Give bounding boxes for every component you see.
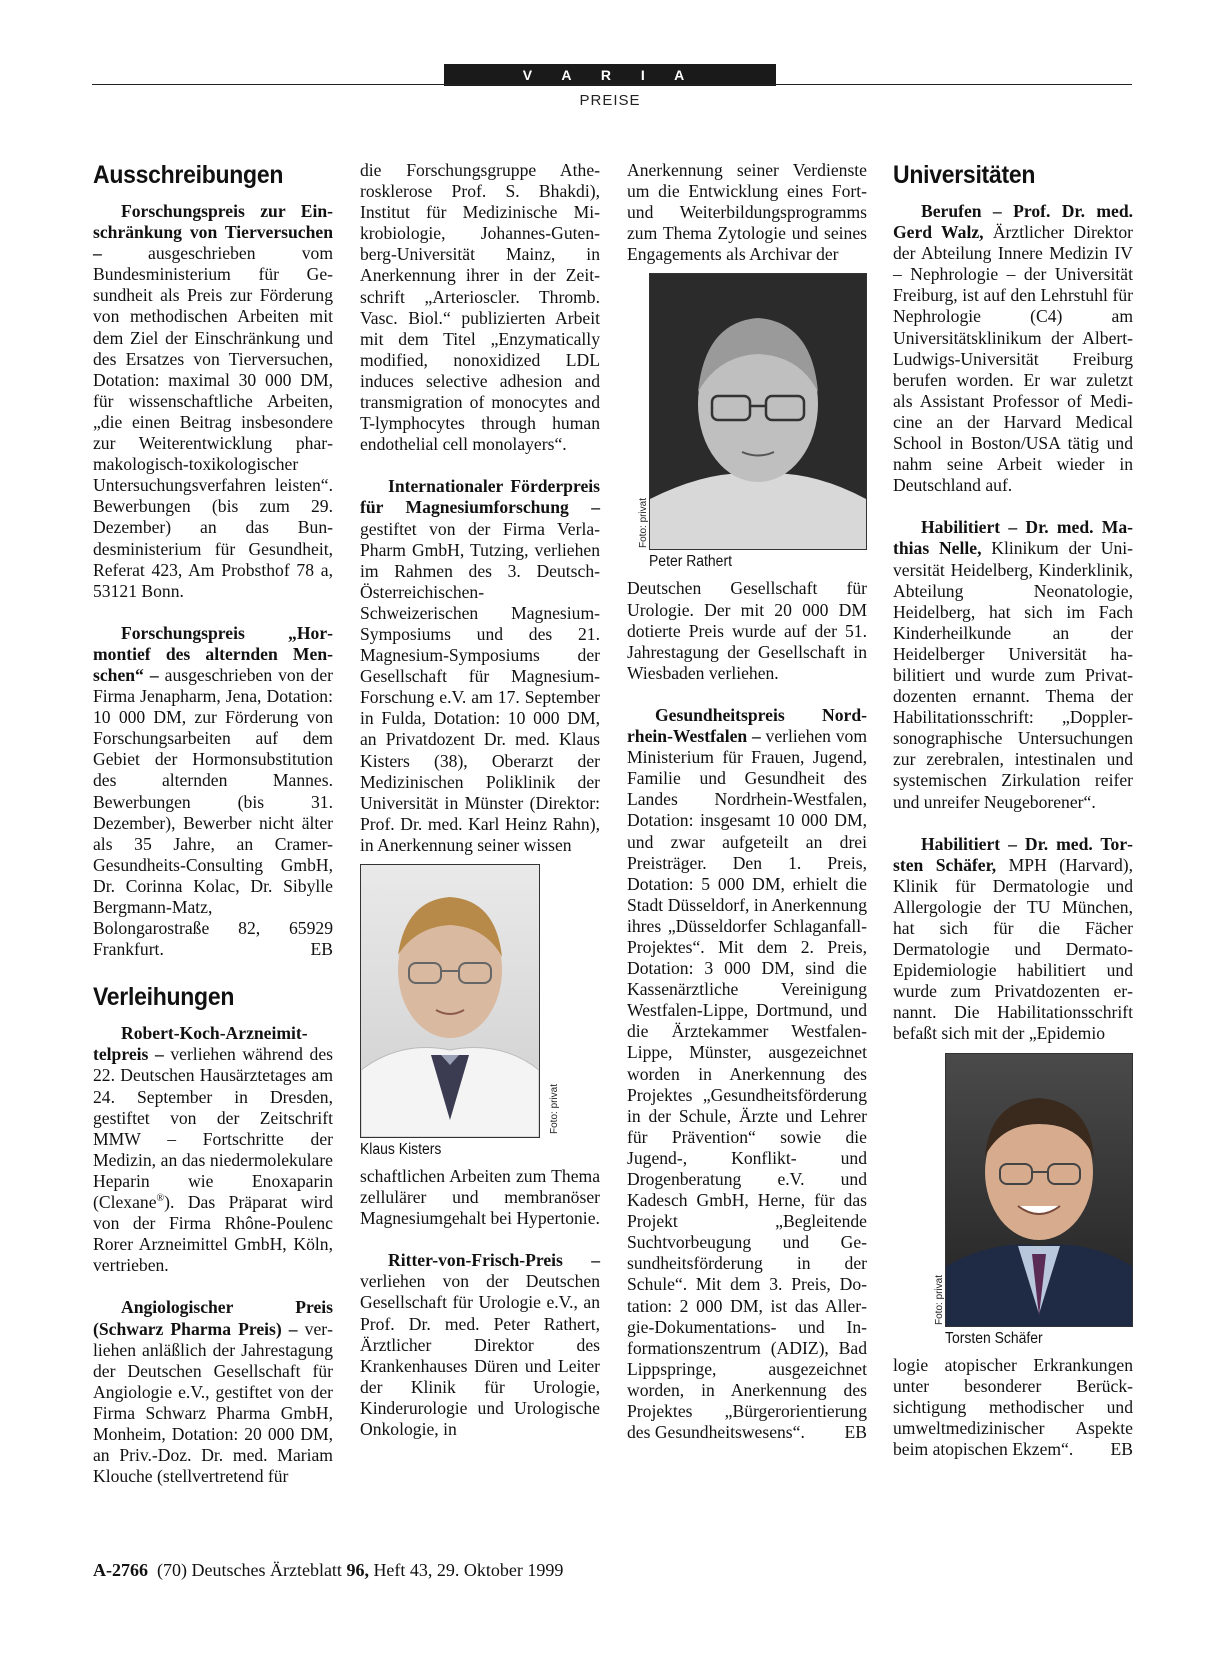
photo-caption: Torsten Schäfer [945,1329,1043,1347]
article-title: Ritter-von-Frisch-Preis – [388,1250,600,1271]
article-robert-koch [93,1023,333,1276]
author-sign: EB [310,939,333,960]
page-number: A-2766 [93,1560,148,1580]
photo-credit: Foto: privat [934,1274,945,1325]
article-title: Internationaler Förderpreis für Magnesiumforschung – [360,476,600,518]
article-text: verliehen während des 22. Deutschen Hausärztetages am 24. September in Dresden, gestiftet von der Zeitschrift MMW – Fortschritte der Medizin, an das niedermolekulare Heparin wie Enoxaparin (Clexane [93,1044,333,1213]
photo-torsten-schaefer [934,1053,1133,1349]
article-text: Klinikum der Universität Heidelberg, Kinderklinik, Abteilung Neonatologie, Heidelberg, hat sich im Fach Kinderheilkunde an der Heidelberger Universität habilitiert und wurde zum Privatdozenten ernannt. Thema der Habilitationsschrift: „Doppler-sonographische Untersuchungen zur zerebralen, intestinalen und systemischen Zirkulation reifer und unreifer Neugeborener“. [893,538,1133,812]
column-4 [893,160,1133,1460]
article-text: gestiftet von der Firma Verla-Pharm GmbH, Tutzing, verliehen im Rahmen des 3. Deutsch-Österreichischen-Schweizerischen Magnesium-Symposiums und des 21. Magnesium-Symposiums der Gesellschaft für Magnesium-Forschung e.V. am 17. September in Fulda, Dotation: 10 000 DM, an Privatdozent Dr. med. Klaus Kisters (38), Oberarzt der Medizinischen Poliklinik der Universität in Münster (Direktor: Prof. Dr. med. Karl Heinz Rahn), in Anerkennung seiner wissen [360,518,600,855]
article-title: Habilitiert – Dr. med. Mathias Nelle, [893,517,1133,559]
article-title: Angiologischer Preis (Schwarz Pharma Preis) – [93,1297,333,1339]
volume-number: 96, [346,1560,369,1580]
article-title: Gesundheitspreis Nordrhein-Westfalen – [627,704,867,747]
article-walz [893,201,1133,496]
article-title: Forschungspreis zur Einschränkung von Tierversuchen – [93,201,333,264]
article-text-end: logie atopischer Erkrankungen unter besonderer Berücksichtigung methodischer und umweltmedizinischer Aspekte beim atopischen Ekzem“. [893,1354,1133,1459]
article-text: ). Das Präparat wird von der Firma Rhône-Poulenc Rorer Arzneimittel GmbH, Köln, vertrieben. [93,1192,333,1276]
article-text: die Forschungsgruppe Atherosklerose Prof. S. Bhakdi), Institut für Medizinische Mikrobiologie, Johannes-Gutenberg-Universität Mainz, in Anerkennung ihrer in der Zeitschrift „Arterioscler. Thromb. Vasc. Biol.“ publizierten Arbeit mit dem Titel „Enzymatically modified, nonoxidized LDL induces selective adhesion and transmigration of monocytes and T-lymphocytes through human endothelial cell monolayers“. [360,160,600,455]
portrait-image [945,1053,1133,1327]
article-gesundheitspreis [627,705,867,1443]
article-ritter-von-frisch [360,1250,600,1440]
article-magnesium [360,476,600,856]
article-text: Anerkennung seiner Verdienste um die Entwicklung eines Fort- und Weiterbildungsprogramms zum Thema Zytologie und seines Engagements als Archivar der [627,160,867,265]
publication-name: (70) Deutsches Ärzteblatt [148,1560,347,1580]
portrait-image [649,273,867,550]
article-title: Robert-Koch-Arzneimittelpreis – [93,1023,308,1065]
article-text: ausgeschrieben vom Bundesministerium für Gesundheit als Preis zur Förderung von methodischen Arbeiten mit dem Ziel der Einschränkung und des Ersatzes von Tierversuchen, Dotation: maximal 30 000 DM, für wissenschaftliche Arbeiten, „die einen Beitrag insbesondere zur Weiterentwicklung pharmakologisch-toxikologischer Untersuchungsverfahren leisten“. Bewerbungen (bis zum 29. Dezember) an das Bundesministerium für Gesundheit, Referat 423, Am Probsthof 78 a, 53121 Bonn. [93,243,333,601]
heading-universitaeten: Universitäten [893,161,1036,189]
column-3 [627,160,867,1443]
portrait-graphic [650,274,866,549]
author-sign: EB [1110,1438,1133,1459]
article-title: Habilitiert – Dr. med. Torsten Schäfer, [893,833,1133,875]
registered-mark: ® [156,1193,165,1205]
subsection-label: PREISE [579,92,641,109]
article-text: Ärztlicher Direktor der Abteilung Innere Medizin IV – Nephrologie – der Universität Freiburg, ist auf den Lehrstuhl für Nephrologie (C4) am Universitätsklinikum der Albert-Ludwigs-Universität Freiburg berufen worden. Er war zuletzt als Assistant Professor of Medicine an der Harvard Medical School in Boston/USA tätig und nahm seine Arbeit wieder in Deutschland auf. [893,222,1134,496]
article-text: MPH (Harvard), Klinik für Dermatologie und Allergologie der TU München, hat sich für die Fächer Dermatologie und Dermato-Epidemiologie habilitiert und wurde zum Privatdozenten ernannt. Die Habilitationsschrift befaßt sich mit der „Epidemio [893,854,1133,1044]
header-rule [92,84,1132,85]
heading-ausschreibungen: Ausschreibungen [93,161,284,189]
photo-caption: Peter Rathert [649,553,732,571]
article-text: Deutschen Gesellschaft für Urologie. Der mit 20 000 DM dotierte Preis wurde auf der 51. Jahrestagung der Gesellschaft in Wiesbaden verliehen. [627,578,867,683]
heading-verleihungen: Verleihungen [93,983,235,1012]
section-bar: V A R I A [444,64,776,86]
photo-peter-rathert [638,273,867,572]
article-angiologie [93,1297,333,1487]
article-text: verliehen vom Ministerium für Frauen, Jugend, Familie und Gesundheit des Landes Nordrhein-Westfalen, Dotation: insgesamt 10 000 DM, und zwar aufgeteilt an drei Preisträger. Den 1. Preis, Dotation: 5 000 DM, erhielt die Stadt Düsseldorf, in Anerkennung ihres „Düsseldorfer Schlaganfall-Projektes“. Mit dem 2. Preis, Dotation: 3 000 DM, sind die Kassenärztliche Vereinigung Westfalen-Lippe, Dortmund, und die Ärztekammer Westfalen-Lippe, Münster, ausgezeichnet worden in Anerkennung des Projektes „Gesundheitsförderung in der Schule, Ärzte und Lehrer für Prävention“ sowie die Jugend-, Konflikt- und Drogenberatung e.V. und Kadesch GmbH, Herne, für das Projekt „Begleitende Suchtvorbeugung und Gesundheitsförderung in der Schule“. Mit dem 3. Preis, Dotation: 2 000 DM, ist das Allergie-Dokumentations- und Informationszentrum (ADIZ), Bad Lippspringe, ausgezeichnet worden, in Anerkennung des Projektes „Bürgerorientierung des Gesundheitswesens“. [627,726,868,1443]
page-footer [93,1560,563,1581]
photo-klaus-kisters [360,864,560,1160]
article-text: verliehen anläßlich der Jahrestagung der Deutschen Gesellschaft für Angiologie e.V., gestiftet von der Firma Schwarz Pharma GmbH, Monheim, Dotation: 20 000 DM, an Priv.-Doz. Dr. med. Mariam Klouche (stellvertretend für [93,1318,333,1487]
photo-credit: Foto: privat [638,498,649,549]
portrait-graphic [361,865,539,1137]
article-hormontief [93,623,333,961]
article-schaefer [893,834,1133,1045]
photo-caption: Klaus Kisters [360,1141,442,1158]
portrait-image [360,864,540,1138]
author-sign: EB [844,1422,867,1443]
column-2 [360,160,600,1440]
portrait-graphic [946,1054,1132,1326]
article-text: schaftlichen Arbeiten zum Thema zellulärer und membranöser Magnesiumgehalt bei Hypertonie. [360,1166,600,1229]
issue-info: Heft 43, 29. Oktober 1999 [368,1560,564,1580]
article-title: Berufen – Prof. Dr. med. Gerd Walz, [893,201,1133,243]
article-nelle [893,517,1133,812]
article-text [893,1355,1133,1460]
article-title: Forschungspreis „Hormontief des alternden Menschen“ – [93,622,333,685]
photo-credit: Foto: privat [549,1083,560,1134]
column-1 [93,160,333,1487]
article-text: ausgeschrieben von der Firma Jenapharm, Jena, Dotation: 10 000 DM, zur Förderung von Forschungsarbeiten auf dem Gebiet der Hormonsubstitution des alternden Mannes. Bewerbungen (bis 31. Dezember), Bewerber nicht älter als 35 Jahre, an Cramer-Gesundheits-Consulting GmbH, Dr. Corinna Kolac, Dr. Sibylle Bergmann-Matz, Bolongarostraße 82, 65929 Frankfurt. [93,664,333,960]
article-tierversuche [93,201,333,602]
article-text: verliehen von der Deutschen Gesellschaft für Urologie e.V., an Prof. Dr. med. Peter Rathert, Ärztlicher Direktor des Krankenhauses Düren und Leiter der Klinik für Urologie, Kinderurologie und Urologische Onkologie, in [360,1271,600,1440]
